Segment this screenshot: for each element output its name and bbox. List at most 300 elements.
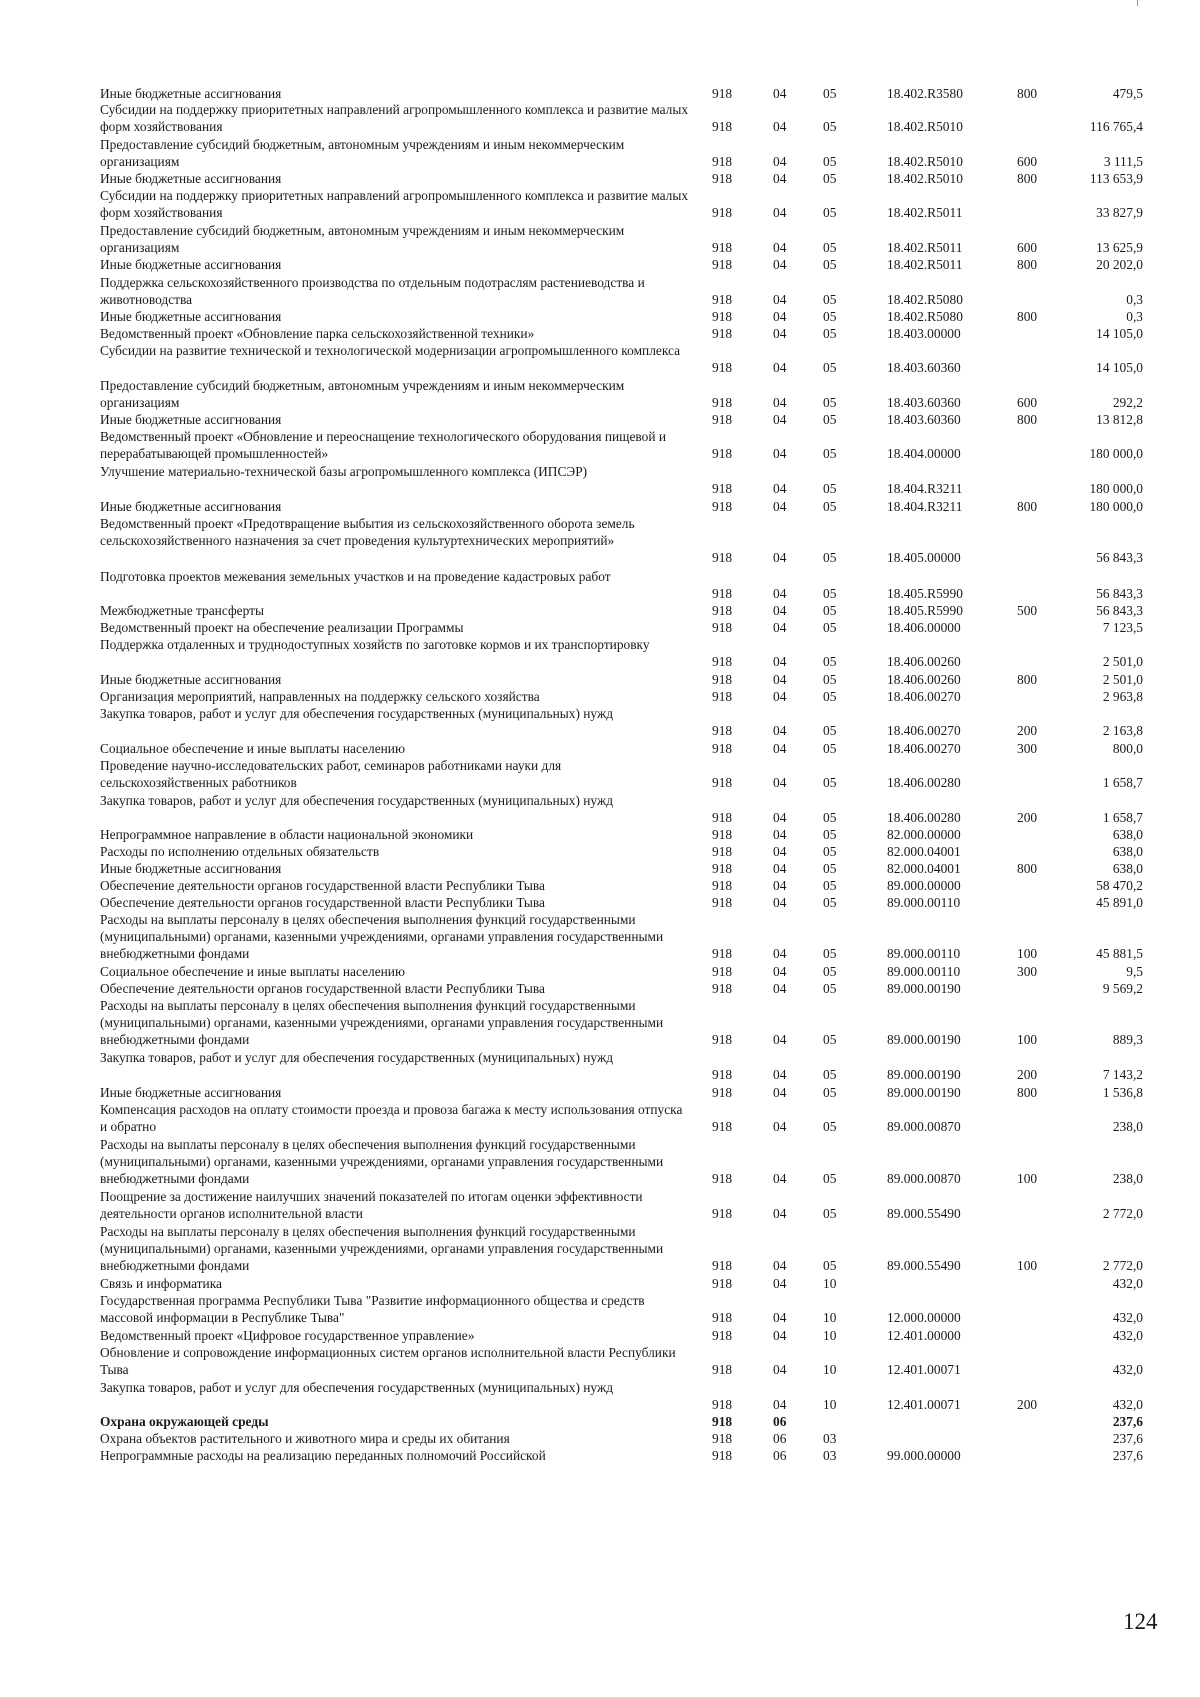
row-description: Иные бюджетные ассигнования (100, 309, 282, 324)
amount: 56 843,3 (1096, 586, 1143, 602)
ministry-code: 918 (712, 86, 733, 101)
subsection-code: 05 (823, 1206, 837, 1222)
row-description: Иные бюджетные ассигнования (100, 861, 282, 876)
row-description: Обеспечение деятельности органов государственной власти Республики Тыва (100, 895, 545, 910)
ministry-code: 918 (712, 672, 733, 687)
subsection-code: 05 (823, 1258, 837, 1274)
ministry-code: 918 (712, 964, 733, 979)
amount: 56 843,3 (1096, 550, 1143, 566)
ministry-code: 918 (712, 810, 733, 826)
section-code: 04 (773, 620, 787, 635)
expense-type: 200 (1017, 810, 1038, 826)
amount: 800,0 (1112, 741, 1143, 756)
subsection-code: 03 (823, 1448, 837, 1463)
subsection-code: 05 (823, 1032, 837, 1048)
subsection-code: 05 (823, 895, 837, 910)
target-article: 89.000.00190 (887, 1067, 961, 1083)
amount: 0,3 (1126, 309, 1143, 324)
target-article: 99.000.00000 (887, 1448, 961, 1463)
row-description: Расходы на выплаты персоналу в целях обеспечения выполнения функций государственными (муниципальными) органами, казенными учреждениями, органами управления государственными внебюджетными фондами (100, 1224, 664, 1274)
expense-type: 800 (1017, 257, 1038, 272)
amount: 2 772,0 (1102, 1258, 1143, 1274)
subsection-code: 05 (823, 257, 837, 272)
target-article: 18.404.R3211 (887, 481, 963, 497)
amount: 2 163,8 (1102, 723, 1143, 739)
target-article: 18.402.R5011 (887, 205, 963, 221)
row-description: Иные бюджетные ассигнования (100, 86, 282, 101)
section-code: 04 (773, 1397, 787, 1413)
section-code: 04 (773, 481, 787, 497)
subsection-code: 05 (823, 620, 837, 635)
expense-type: 200 (1017, 1397, 1038, 1413)
amount: 432,0 (1112, 1328, 1143, 1343)
target-article: 89.000.00870 (887, 1119, 961, 1135)
row-description: Охрана объектов растительного и животного мира и среды их обитания (100, 1431, 510, 1446)
subsection-code: 10 (823, 1276, 837, 1291)
section-code: 04 (773, 689, 787, 704)
row-description: Предоставление субсидий бюджетным, автономным учреждениям и иным некоммерческим организациям (100, 137, 625, 170)
subsection-code: 05 (823, 689, 837, 704)
section-code: 04 (773, 844, 787, 859)
ministry-code: 918 (712, 827, 733, 842)
subsection-code: 05 (823, 654, 837, 670)
target-article: 12.401.00000 (887, 1328, 961, 1343)
amount: 58 470,2 (1096, 878, 1143, 893)
section-code: 04 (773, 861, 787, 876)
target-article: 18.406.00280 (887, 775, 961, 791)
subsection-code: 05 (823, 741, 837, 756)
row-description: Закупка товаров, работ и услуг для обеспечения государственных (муниципальных) нужд (100, 793, 614, 808)
ministry-code: 918 (712, 395, 733, 411)
ministry-code: 918 (712, 741, 733, 756)
subsection-code: 05 (823, 119, 837, 135)
expense-type: 100 (1017, 946, 1038, 962)
subsection-code: 10 (823, 1397, 837, 1413)
ministry-code: 918 (712, 119, 733, 135)
amount: 889,3 (1112, 1032, 1143, 1048)
row-description: Субсидии на поддержку приоритетных направлений агропромышленного комплекса и развитие малых форм хозяйствования (100, 102, 689, 135)
row-description: Поддержка сельскохозяйственного производства по отдельным подотраслям растениеводства и животноводства (100, 275, 645, 308)
row-description: Иные бюджетные ассигнования (100, 412, 282, 427)
amount: 45 881,5 (1096, 946, 1143, 962)
target-article: 18.405.00000 (887, 550, 961, 566)
section-code: 04 (773, 946, 787, 962)
row-description: Закупка товаров, работ и услуг для обеспечения государственных (муниципальных) нужд (100, 1050, 614, 1065)
ministry-code: 918 (712, 1206, 733, 1222)
target-article: 18.406.00270 (887, 689, 961, 704)
row-description: Иные бюджетные ассигнования (100, 672, 282, 687)
target-article: 89.000.00110 (887, 946, 961, 962)
target-article: 89.000.55490 (887, 1206, 961, 1222)
expense-type: 800 (1017, 171, 1038, 186)
ministry-code: 918 (712, 861, 733, 876)
section-code: 04 (773, 1258, 787, 1274)
target-article: 89.000.00110 (887, 964, 961, 979)
row-description: Субсидии на поддержку приоритетных направлений агропромышленного комплекса и развитие малых форм хозяйствования (100, 188, 689, 221)
section-code: 04 (773, 1085, 787, 1100)
subsection-code: 05 (823, 810, 837, 826)
amount: 180 000,0 (1089, 499, 1143, 514)
ministry-code: 918 (712, 878, 733, 893)
ministry-code: 918 (712, 1431, 733, 1446)
subsection-code: 05 (823, 827, 837, 842)
ministry-code: 918 (712, 981, 733, 996)
amount: 13 625,9 (1096, 240, 1143, 256)
ministry-code: 918 (712, 895, 733, 910)
target-article: 18.406.00260 (887, 672, 961, 687)
amount: 1 658,7 (1102, 775, 1143, 791)
row-description: Поощрение за достижение наилучших значений показателей по итогам оценки эффективности деятельности органов исполнительной власти (100, 1189, 643, 1222)
amount: 180 000,0 (1089, 481, 1143, 497)
expense-type: 200 (1017, 1067, 1038, 1083)
expense-type: 600 (1017, 240, 1038, 256)
amount: 479,5 (1112, 86, 1143, 101)
ministry-code: 918 (712, 326, 733, 341)
row-description: Предоставление субсидий бюджетным, автономным учреждениям и иным некоммерческим организациям (100, 223, 625, 256)
section-code: 04 (773, 119, 787, 135)
row-description: Обеспечение деятельности органов государственной власти Республики Тыва (100, 878, 545, 893)
section-code: 04 (773, 395, 787, 411)
ministry-code: 918 (712, 154, 733, 170)
section-code: 04 (773, 1276, 787, 1291)
amount: 20 202,0 (1096, 257, 1143, 272)
ministry-code: 918 (712, 205, 733, 221)
target-article: 89.000.00110 (887, 895, 961, 910)
amount: 0,3 (1126, 292, 1143, 308)
section-code: 04 (773, 895, 787, 910)
target-article: 12.000.00000 (887, 1310, 961, 1326)
target-article: 12.401.00071 (887, 1362, 961, 1378)
subsection-code: 05 (823, 723, 837, 739)
ministry-code: 918 (712, 1362, 733, 1378)
ministry-code: 918 (712, 1448, 733, 1463)
target-article: 18.403.60360 (887, 360, 961, 376)
section-code: 04 (773, 446, 787, 462)
row-description: Расходы по исполнению отдельных обязательств (100, 844, 380, 859)
target-article: 18.402.R5011 (887, 240, 963, 256)
target-article: 18.403.00000 (887, 326, 961, 341)
section-code: 04 (773, 810, 787, 826)
amount: 638,0 (1112, 861, 1143, 876)
target-article: 89.000.55490 (887, 1258, 961, 1274)
expense-type: 100 (1017, 1171, 1038, 1187)
amount: 14 105,0 (1096, 360, 1143, 376)
subsection-code: 05 (823, 861, 837, 876)
row-description: Ведомственный проект «Обновление и переоснащение технологического оборудования пищевой и перерабатывающей промышленностей» (100, 429, 667, 462)
section-code: 04 (773, 672, 787, 687)
subsection-code: 05 (823, 86, 837, 101)
target-article: 18.405.R5990 (887, 603, 963, 618)
expense-type: 800 (1017, 86, 1038, 101)
ministry-code: 918 (712, 586, 733, 602)
ministry-code: 918 (712, 412, 733, 427)
target-article: 82.000.00000 (887, 827, 961, 842)
target-article: 18.402.R5010 (887, 119, 963, 135)
ministry-code: 918 (712, 1414, 733, 1429)
row-description: Обеспечение деятельности органов государственной власти Республики Тыва (100, 981, 545, 996)
ministry-code: 918 (712, 481, 733, 497)
amount: 2 501,0 (1102, 654, 1143, 670)
subsection-code: 05 (823, 586, 837, 602)
amount: 116 765,4 (1089, 119, 1143, 135)
section-code: 04 (773, 292, 787, 308)
section-code: 04 (773, 775, 787, 791)
row-description: Расходы на выплаты персоналу в целях обеспечения выполнения функций государственными (муниципальными) органами, казенными учреждениями, органами управления государственными внебюджетными фондами (100, 912, 664, 962)
amount: 2 963,8 (1102, 689, 1143, 704)
target-article: 18.402.R5011 (887, 257, 963, 272)
section-code: 04 (773, 499, 787, 514)
ministry-code: 918 (712, 654, 733, 670)
section-code: 04 (773, 878, 787, 893)
ministry-code: 918 (712, 1067, 733, 1083)
amount: 7 123,5 (1102, 620, 1143, 635)
amount: 3 111,5 (1103, 154, 1143, 170)
expense-type: 300 (1017, 741, 1038, 756)
target-article: 18.405.R5990 (887, 586, 963, 602)
target-article: 18.402.R5010 (887, 154, 963, 170)
subsection-code: 05 (823, 603, 837, 618)
row-description: Охрана окружающей среды (100, 1414, 269, 1429)
target-article: 18.402.R5010 (887, 171, 963, 186)
ministry-code: 918 (712, 689, 733, 704)
page-number: 124 (1123, 1609, 1158, 1634)
ministry-code: 918 (712, 257, 733, 272)
section-code: 04 (773, 1362, 787, 1378)
ministry-code: 918 (712, 309, 733, 324)
ministry-code: 918 (712, 844, 733, 859)
ministry-code: 918 (712, 1328, 733, 1343)
amount: 638,0 (1112, 827, 1143, 842)
row-description: Ведомственный проект «Цифровое государственное управление» (100, 1328, 475, 1343)
section-code: 04 (773, 171, 787, 186)
amount: 56 843,3 (1096, 603, 1143, 618)
amount: 292,2 (1112, 395, 1143, 411)
target-article: 18.406.00270 (887, 723, 961, 739)
subsection-code: 10 (823, 1328, 837, 1343)
amount: 238,0 (1112, 1171, 1143, 1187)
amount: 7 143,2 (1102, 1067, 1143, 1083)
amount: 237,6 (1112, 1431, 1143, 1446)
row-description: Социальное обеспечение и иные выплаты населению (100, 964, 405, 979)
section-code: 04 (773, 723, 787, 739)
target-article: 18.406.00270 (887, 741, 961, 756)
section-code: 04 (773, 257, 787, 272)
ministry-code: 918 (712, 499, 733, 514)
ministry-code: 918 (712, 1085, 733, 1100)
subsection-code: 05 (823, 171, 837, 186)
ministry-code: 918 (712, 620, 733, 635)
section-code: 04 (773, 827, 787, 842)
target-article: 18.402.R5080 (887, 309, 963, 324)
row-description: Связь и информатика (100, 1276, 222, 1291)
amount: 432,0 (1112, 1397, 1143, 1413)
subsection-code: 05 (823, 326, 837, 341)
section-code: 04 (773, 326, 787, 341)
subsection-code: 05 (823, 395, 837, 411)
row-description: Иные бюджетные ассигнования (100, 257, 282, 272)
subsection-code: 05 (823, 964, 837, 979)
amount: 9,5 (1126, 964, 1143, 979)
subsection-code: 05 (823, 672, 837, 687)
section-code: 04 (773, 1328, 787, 1343)
subsection-code: 05 (823, 550, 837, 566)
expense-type: 800 (1017, 672, 1038, 687)
subsection-code: 03 (823, 1431, 837, 1446)
amount: 238,0 (1112, 1119, 1143, 1135)
section-code: 04 (773, 154, 787, 170)
row-description: Закупка товаров, работ и услуг для обеспечения государственных (муниципальных) нужд (100, 1380, 614, 1395)
section-code: 04 (773, 1067, 787, 1083)
subsection-code: 05 (823, 1119, 837, 1135)
subsection-code: 05 (823, 292, 837, 308)
target-article: 89.000.00000 (887, 878, 961, 893)
amount: 13 812,8 (1096, 412, 1143, 427)
row-description: Ведомственный проект «Обновление парка сельскохозяйственной техники» (100, 326, 535, 341)
amount: 432,0 (1112, 1276, 1143, 1291)
target-article: 89.000.00190 (887, 981, 961, 996)
row-description: Иные бюджетные ассигнования (100, 499, 282, 514)
section-code: 04 (773, 1171, 787, 1187)
expense-type: 800 (1017, 499, 1038, 514)
expense-type: 800 (1017, 412, 1038, 427)
subsection-code: 05 (823, 1085, 837, 1100)
target-article: 89.000.00870 (887, 1171, 961, 1187)
expense-type: 800 (1017, 1085, 1038, 1100)
row-description: Межбюджетные трансферты (100, 603, 264, 618)
target-article: 18.404.00000 (887, 446, 961, 462)
row-description: Предоставление субсидий бюджетным, автономным учреждениям и иным некоммерческим организациям (100, 378, 625, 411)
expense-type: 100 (1017, 1258, 1038, 1274)
subsection-code: 10 (823, 1310, 837, 1326)
ministry-code: 918 (712, 775, 733, 791)
subsection-code: 05 (823, 309, 837, 324)
row-description: Расходы на выплаты персоналу в целях обеспечения выполнения функций государственными (муниципальными) органами, казенными учреждениями, органами управления государственными внебюджетными фондами (100, 1137, 664, 1187)
target-article: 82.000.04001 (887, 844, 961, 859)
target-article: 12.401.00071 (887, 1397, 961, 1413)
target-article: 18.403.60360 (887, 412, 961, 427)
row-description: Непрограммные расходы на реализацию переданных полномочий Российской (100, 1448, 546, 1463)
ministry-code: 918 (712, 171, 733, 186)
amount: 2 772,0 (1102, 1206, 1143, 1222)
section-code: 04 (773, 1032, 787, 1048)
row-description: Социальное обеспечение и иные выплаты населению (100, 741, 405, 756)
subsection-code: 05 (823, 1067, 837, 1083)
row-description: Закупка товаров, работ и услуг для обеспечения государственных (муниципальных) нужд (100, 706, 614, 721)
amount: 113 653,9 (1089, 171, 1143, 186)
subsection-code: 05 (823, 499, 837, 514)
expense-type: 100 (1017, 1032, 1038, 1048)
row-description: Организация мероприятий, направленных на поддержку сельского хозяйства (100, 689, 540, 704)
subsection-code: 05 (823, 360, 837, 376)
ministry-code: 918 (712, 1310, 733, 1326)
amount: 1 658,7 (1102, 810, 1143, 826)
amount: 432,0 (1112, 1310, 1143, 1326)
row-description: Субсидии на развитие технической и технологической модернизации агропромышленного комплекса (100, 343, 681, 358)
ministry-code: 918 (712, 723, 733, 739)
row-description: Обновление и сопровождение информационных систем органов исполнительной власти Республики Тыва (100, 1345, 676, 1378)
section-code: 06 (773, 1414, 787, 1429)
subsection-code: 05 (823, 1171, 837, 1187)
amount: 2 501,0 (1102, 672, 1143, 687)
subsection-code: 05 (823, 981, 837, 996)
ministry-code: 918 (712, 240, 733, 256)
scan-mark (1137, 0, 1138, 6)
section-code: 04 (773, 981, 787, 996)
ministry-code: 918 (712, 1171, 733, 1187)
section-code: 04 (773, 654, 787, 670)
expense-type: 500 (1017, 603, 1038, 618)
row-description: Иные бюджетные ассигнования (100, 171, 282, 186)
target-article: 89.000.00190 (887, 1085, 961, 1100)
subsection-code: 05 (823, 946, 837, 962)
subsection-code: 05 (823, 154, 837, 170)
section-code: 04 (773, 1310, 787, 1326)
subsection-code: 05 (823, 844, 837, 859)
section-code: 04 (773, 360, 787, 376)
row-description: Подготовка проектов межевания земельных участков и на проведение кадастровых работ (100, 569, 611, 584)
subsection-code: 05 (823, 240, 837, 256)
section-code: 04 (773, 741, 787, 756)
target-article: 18.404.R3211 (887, 499, 963, 514)
ministry-code: 918 (712, 360, 733, 376)
section-code: 04 (773, 1119, 787, 1135)
subsection-code: 05 (823, 446, 837, 462)
row-description: Компенсация расходов на оплату стоимости проезда и провоза багажа к месту использования отпуска и обратно (100, 1102, 683, 1135)
amount: 237,6 (1112, 1414, 1143, 1429)
section-code: 04 (773, 205, 787, 221)
subsection-code: 05 (823, 878, 837, 893)
row-description: Проведение научно-исследовательских работ, семинаров работниками науки для сельскохозяйственных работников (100, 758, 562, 791)
amount: 237,6 (1112, 1448, 1143, 1463)
section-code: 04 (773, 309, 787, 324)
subsection-code: 05 (823, 481, 837, 497)
row-description: Ведомственный проект «Предотвращение выбытия из сельскохозяйственного оборота земель сельскохозяйственного назначения за счет проведения культуртехнических мероприятий» (100, 516, 635, 549)
section-code: 04 (773, 586, 787, 602)
ministry-code: 918 (712, 1032, 733, 1048)
amount: 1 536,8 (1102, 1085, 1143, 1100)
row-description: Поддержка отдаленных и труднодоступных хозяйств по заготовке кормов и их транспортировку (100, 637, 650, 652)
ministry-code: 918 (712, 1258, 733, 1274)
amount: 432,0 (1112, 1362, 1143, 1378)
section-code: 04 (773, 240, 787, 256)
target-article: 18.406.00280 (887, 810, 961, 826)
target-article: 18.403.60360 (887, 395, 961, 411)
target-article: 18.402.R3580 (887, 86, 963, 101)
expense-type: 200 (1017, 723, 1038, 739)
ministry-code: 918 (712, 446, 733, 462)
ministry-code: 918 (712, 1276, 733, 1291)
expense-type: 800 (1017, 861, 1038, 876)
target-article: 18.402.R5080 (887, 292, 963, 308)
ministry-code: 918 (712, 292, 733, 308)
subsection-code: 05 (823, 775, 837, 791)
expense-type: 800 (1017, 309, 1038, 324)
section-code: 04 (773, 550, 787, 566)
amount: 14 105,0 (1096, 326, 1143, 341)
ministry-code: 918 (712, 1397, 733, 1413)
section-code: 06 (773, 1431, 787, 1446)
section-code: 06 (773, 1448, 787, 1463)
amount: 33 827,9 (1096, 205, 1143, 221)
row-description: Ведомственный проект на обеспечение реализации Программы (100, 620, 464, 635)
section-code: 04 (773, 1206, 787, 1222)
row-description: Государственная программа Республики Тыва "Развитие информационного общества и средств массовой информации в Республике Тыва" (100, 1293, 645, 1326)
ministry-code: 918 (712, 550, 733, 566)
expense-type: 600 (1017, 154, 1038, 170)
section-code: 04 (773, 412, 787, 427)
expense-type: 600 (1017, 395, 1038, 411)
target-article: 82.000.04001 (887, 861, 961, 876)
